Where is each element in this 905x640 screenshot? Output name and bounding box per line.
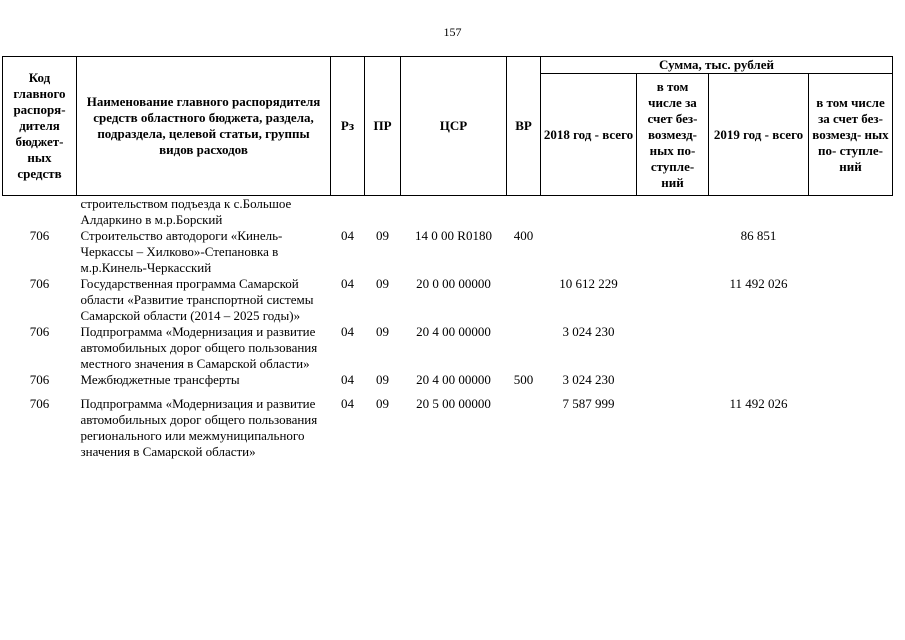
- header-2019-gratuitous: в том числе за счет без- возмезд- ных по- ступле- ний: [809, 74, 893, 196]
- cell-2019-total: 11 492 026: [729, 396, 788, 411]
- table-row: [3, 324, 893, 372]
- cell-code: 706: [29, 228, 50, 243]
- cell-2018-total: 10 612 229: [559, 276, 618, 291]
- cell-name: строительством подъезда к с.Большое Алдаркино в м.р.Борский: [80, 196, 292, 227]
- cell-csr: 20 4 00 00000: [416, 372, 491, 387]
- row-spacer: [3, 388, 893, 396]
- cell-csr: 20 4 00 00000: [416, 324, 491, 339]
- cell-2019-total: [709, 324, 809, 372]
- page-number: 157: [443, 25, 462, 39]
- cell-pr: 09: [376, 396, 389, 411]
- cell-2018-total: 3 024 230: [562, 372, 615, 387]
- cell-name: Государственная программа Самарской области «Развитие транспортной системы Самарской области (2014 – 2025 годы)»: [80, 276, 314, 323]
- cell-2019-gratuitous: [809, 324, 893, 372]
- header-sum: Сумма, тыс. рублей: [541, 57, 893, 74]
- cell-pr: 09: [376, 324, 389, 339]
- cell-vr: 400: [513, 228, 534, 243]
- cell-name: Подпрограмма «Модернизация и развитие автомобильных дорог общего пользования местного значения в Самарской области»: [80, 324, 318, 371]
- cell-name: Строительство автодороги «Кинель-Черкассы – Хилково»-Степановка в м.р.Кинель-Черкасский: [80, 228, 283, 275]
- cell-2018-total: 7 587 999: [562, 396, 615, 411]
- table-row: [3, 276, 893, 324]
- cell-2019-gratuitous: [809, 276, 893, 324]
- cell-2018-total: [541, 228, 637, 276]
- cell-csr: 20 0 00 00000: [416, 276, 491, 291]
- cell-2018-gratuitous: [637, 276, 709, 324]
- header-code: Код главного распоря- дителя бюджет- ных средств: [3, 57, 77, 196]
- cell-code: 706: [29, 276, 50, 291]
- cell-2018-gratuitous: [637, 372, 709, 388]
- header-2018-gratuitous: в том числе за счет без- возмезд- ных по- ступле- ний: [637, 74, 709, 196]
- header-csr: ЦСР: [401, 57, 507, 196]
- cell-2019-total: 11 492 026: [729, 276, 788, 291]
- cell-2018-total: 3 024 230: [562, 324, 615, 339]
- cell-2018-total: [541, 196, 637, 229]
- cell-2018-gratuitous: [637, 396, 709, 460]
- header-vr: ВР: [507, 57, 541, 196]
- cell-vr: [507, 276, 541, 324]
- cell-2019-total: [709, 196, 809, 229]
- cell-2018-gratuitous: [637, 324, 709, 372]
- cell-vr: [507, 396, 541, 460]
- cell-2019-total: [709, 372, 809, 388]
- header-name: Наименование главного распорядителя средств областного бюджета, раздела, подраздела, целевой статьи, группы видов расходов: [77, 57, 331, 196]
- cell-code: 706: [29, 324, 50, 339]
- cell-2018-gratuitous: [637, 228, 709, 276]
- budget-table: [2, 56, 893, 460]
- cell-rz: [331, 196, 365, 229]
- cell-pr: 09: [376, 276, 389, 291]
- cell-2019-gratuitous: [809, 196, 893, 229]
- cell-csr: 14 0 00 R0180: [415, 228, 492, 243]
- cell-code: 706: [29, 372, 50, 387]
- cell-code: [3, 196, 77, 229]
- cell-code: 706: [29, 396, 50, 411]
- cell-2019-gratuitous: [809, 396, 893, 460]
- cell-rz: 04: [341, 324, 354, 339]
- cell-2019-gratuitous: [809, 228, 893, 276]
- cell-vr: [507, 324, 541, 372]
- cell-vr: 500: [513, 372, 534, 387]
- cell-vr: [507, 196, 541, 229]
- header-2018-total: 2018 год - всего: [541, 74, 637, 196]
- cell-csr: [401, 196, 507, 229]
- cell-pr: 09: [376, 228, 389, 243]
- cell-name: Межбюджетные трансферты: [80, 372, 240, 387]
- cell-2018-gratuitous: [637, 196, 709, 229]
- cell-2019-gratuitous: [809, 372, 893, 388]
- cell-rz: 04: [341, 372, 354, 387]
- header-2019-total: 2019 год - всего: [709, 74, 809, 196]
- cell-csr: 20 5 00 00000: [416, 396, 491, 411]
- cell-rz: 04: [341, 276, 354, 291]
- cell-rz: 04: [341, 396, 354, 411]
- cell-name: Подпрограмма «Модернизация и развитие автомобильных дорог общего пользования регионального или межмуниципального значения в Самарской области»: [80, 396, 318, 459]
- table-row: [3, 196, 893, 229]
- header-rz: Рз: [331, 57, 365, 196]
- cell-pr: [365, 196, 401, 229]
- cell-rz: 04: [341, 228, 354, 243]
- cell-2019-total: 86 851: [740, 228, 777, 243]
- table-row: [3, 372, 893, 388]
- table-row: [3, 228, 893, 276]
- cell-pr: 09: [376, 372, 389, 387]
- header-pr: ПР: [365, 57, 401, 196]
- table-row: [3, 396, 893, 460]
